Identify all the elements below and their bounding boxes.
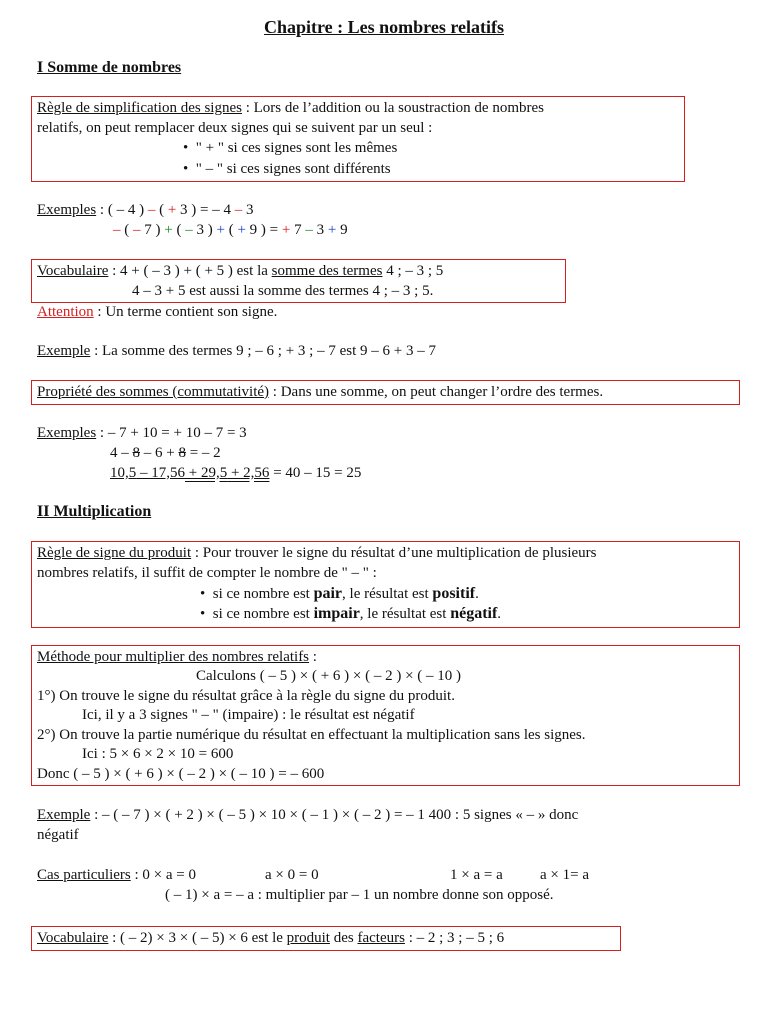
bullet-keyword: positif <box>432 585 476 602</box>
vocabulary-label: Vocabulaire <box>37 263 109 279</box>
expr-part: ( <box>120 222 133 238</box>
section-2-heading: II Multiplication <box>37 503 152 520</box>
attention-line <box>37 303 277 322</box>
example-text: : – 7 + 10 = + 10 – 7 = 3 <box>96 425 247 441</box>
method-step-1-detail: Ici, il y a 3 signes " – " (impaire) : le résultat est négatif <box>82 707 415 723</box>
example-line-2 <box>113 221 348 240</box>
expr-part: – 6 + <box>140 445 179 461</box>
special-cases-line-1 <box>37 866 196 885</box>
example-text: : – ( – 7 ) × ( + 2 ) × ( – 5 ) × 10 × ( – 1 ) × ( – 2 ) = – 1 400 : 5 signes « – » donc <box>90 807 579 823</box>
bullet-text: " + " si ces signes sont les mêmes <box>195 140 398 156</box>
method-label: Méthode pour multiplier des nombres relatifs <box>37 649 310 665</box>
attention-label: Attention <box>37 304 94 320</box>
bullet-text: . <box>497 606 502 622</box>
property-line <box>37 383 603 402</box>
bullet-item-pair <box>200 584 479 604</box>
property-text: : Dans une somme, on peut changer l’ordre des termes. <box>269 384 604 400</box>
bullet-icon: • <box>200 606 213 622</box>
sign-rule-line-1 <box>37 544 596 563</box>
expr-part: 3 <box>312 222 328 238</box>
example-text: : La somme des termes 9 ; – 6 ; + 3 ; – 7 est 9 – 6 + 3 – 7 <box>90 343 436 359</box>
examples-label: Exemples <box>37 202 97 218</box>
expr-sign: + <box>281 222 291 238</box>
expr-part: 9 ) = <box>245 222 282 238</box>
expr-part: 3 ) <box>192 222 217 238</box>
grouped-term: 10,5 <box>110 465 137 481</box>
bullet-text: si ce nombre est <box>212 586 314 602</box>
expr-part: ( <box>224 222 238 238</box>
bullet-keyword: pair <box>313 585 343 602</box>
bullet-icon: • <box>183 140 196 156</box>
vocabulary-text: 4 ; – 3 ; 5 <box>382 263 444 279</box>
vocabulary-text: des <box>329 930 358 946</box>
example-label: Exemple <box>37 807 91 823</box>
expr-part: : ( – 4 ) <box>96 202 148 218</box>
sign-rule-label: Règle de signe du produit <box>37 545 192 561</box>
expr-sign: – <box>133 222 141 238</box>
method-colon: : <box>309 649 317 665</box>
product-vocabulary-line <box>37 929 504 948</box>
method-step-2-detail: Ici : 5 × 6 × 2 × 10 = 600 <box>82 746 234 762</box>
expr-part: ( <box>155 202 168 218</box>
method-heading <box>37 648 317 667</box>
vocabulary-term: facteurs <box>357 930 405 946</box>
vocabulary-term: produit <box>286 930 330 946</box>
example-label: Exemple <box>37 343 91 359</box>
method-calc: Calculons ( – 5 ) × ( + 6 ) × ( – 2 ) × ( – 10 ) <box>196 668 462 684</box>
rule-line-1 <box>37 99 544 118</box>
grouped-term: + 2,56 <box>227 465 270 481</box>
expr-sign: + <box>237 222 246 238</box>
rule-label: Règle de simplification des signes <box>37 100 242 116</box>
method-result: Donc ( – 5 ) × ( + 6 ) × ( – 2 ) × ( – 10 ) = – 600 <box>37 766 325 782</box>
vocabulary-text: : 4 + ( – 3 ) + ( + 5 ) est la <box>108 263 272 279</box>
commutative-example-2 <box>110 444 221 463</box>
expr-part: = 40 – 15 = 25 <box>269 465 362 481</box>
vocabulary-term: somme des termes <box>271 263 383 279</box>
grouped-term: – 17,56 <box>136 465 185 481</box>
cancelled-term: 8 <box>178 445 186 461</box>
bullet-text: , le résultat est <box>359 606 451 622</box>
expr-part: 3 <box>242 202 254 218</box>
expr-sign: – <box>113 222 121 238</box>
sign-rule-text: : Pour trouver le signe du résultat d’une multiplication de plusieurs <box>191 545 597 561</box>
expr-sign: + <box>327 222 337 238</box>
expr-part: 7 <box>290 222 306 238</box>
expr-part: 9 <box>336 222 348 238</box>
expr-part: ( <box>172 222 186 238</box>
expr-sign: – <box>147 202 156 218</box>
vocabulary-text: : – 2 ; 3 ; – 5 ; 6 <box>404 930 505 946</box>
expr-sign: + <box>164 222 173 238</box>
example-line-1 <box>37 201 254 220</box>
example-product-line-2: négatif <box>37 827 79 843</box>
special-case-3: 1 × a = a <box>450 867 503 883</box>
sign-rule-line-2: nombres relatifs, il suffit de compter le nombre de " – " : <box>37 565 377 581</box>
section-1-heading: I Somme de nombres <box>37 59 182 76</box>
vocabulary-line-2: 4 – 3 + 5 est aussi la somme des termes 4 ; – 3 ; 5. <box>132 283 434 299</box>
bullet-text: . <box>475 586 479 602</box>
bullet-icon: • <box>200 586 213 602</box>
bullet-keyword: négatif <box>450 605 498 622</box>
vocabulary-label: Vocabulaire <box>37 930 109 946</box>
bullet-item-2 <box>183 160 391 179</box>
special-case: : 0 × a = 0 <box>130 867 196 883</box>
bullet-item-1 <box>183 139 397 158</box>
rule-line-2: relatifs, on peut remplacer deux signes qui se suivent par un seul : <box>37 120 433 136</box>
example-sum-line <box>37 342 436 361</box>
property-label: Propriété des sommes (commutativité) <box>37 384 270 400</box>
vocabulary-line-1 <box>37 262 443 281</box>
expr-sign: + <box>216 222 225 238</box>
bullet-text: , le résultat est <box>342 586 433 602</box>
expr-part: 7 ) <box>140 222 165 238</box>
cancelled-term: 8 <box>132 445 140 461</box>
expr-sign: – <box>305 222 313 238</box>
expr-sign: – <box>234 202 243 218</box>
method-step-1: 1°) On trouve le signe du résultat grâce à la règle du signe du produit. <box>37 688 455 704</box>
expr-part: 4 – <box>110 445 133 461</box>
expr-part: 3 ) = – 4 <box>176 202 235 218</box>
special-cases-label: Cas particuliers <box>37 867 131 883</box>
special-case-2: a × 0 = 0 <box>265 867 319 883</box>
bullet-item-impair <box>200 604 501 624</box>
examples-label: Exemples <box>37 425 97 441</box>
expr-part: = – 2 <box>185 445 221 461</box>
commutative-example-3 <box>110 464 361 483</box>
special-cases-line-2: ( – 1) × a = – a : multiplier par – 1 un nombre donne son opposé. <box>165 887 554 903</box>
page-title: Chapitre : Les nombres relatifs <box>264 17 504 37</box>
expr-sign: – <box>185 222 193 238</box>
bullet-text: si ce nombre est <box>212 606 314 622</box>
vocabulary-text: : ( – 2) × 3 × ( – 5) × 6 est le <box>108 930 287 946</box>
bullet-keyword: impair <box>313 605 360 622</box>
bullet-text: " – " si ces signes sont différents <box>195 161 391 177</box>
example-product-line-1 <box>37 806 578 825</box>
bullet-icon: • <box>183 161 196 177</box>
rule-text: : Lors de l’addition ou la soustraction de nombres <box>241 100 544 116</box>
grouped-term: + 29,5 <box>185 465 228 481</box>
commutative-example-1 <box>37 424 247 443</box>
attention-text: : Un terme contient son signe. <box>93 304 278 320</box>
method-step-2: 2°) On trouve la partie numérique du résultat en effectuant la multiplication sans les signes. <box>37 727 586 743</box>
expr-sign: + <box>167 202 177 218</box>
special-case-4: a × 1= a <box>540 867 589 883</box>
